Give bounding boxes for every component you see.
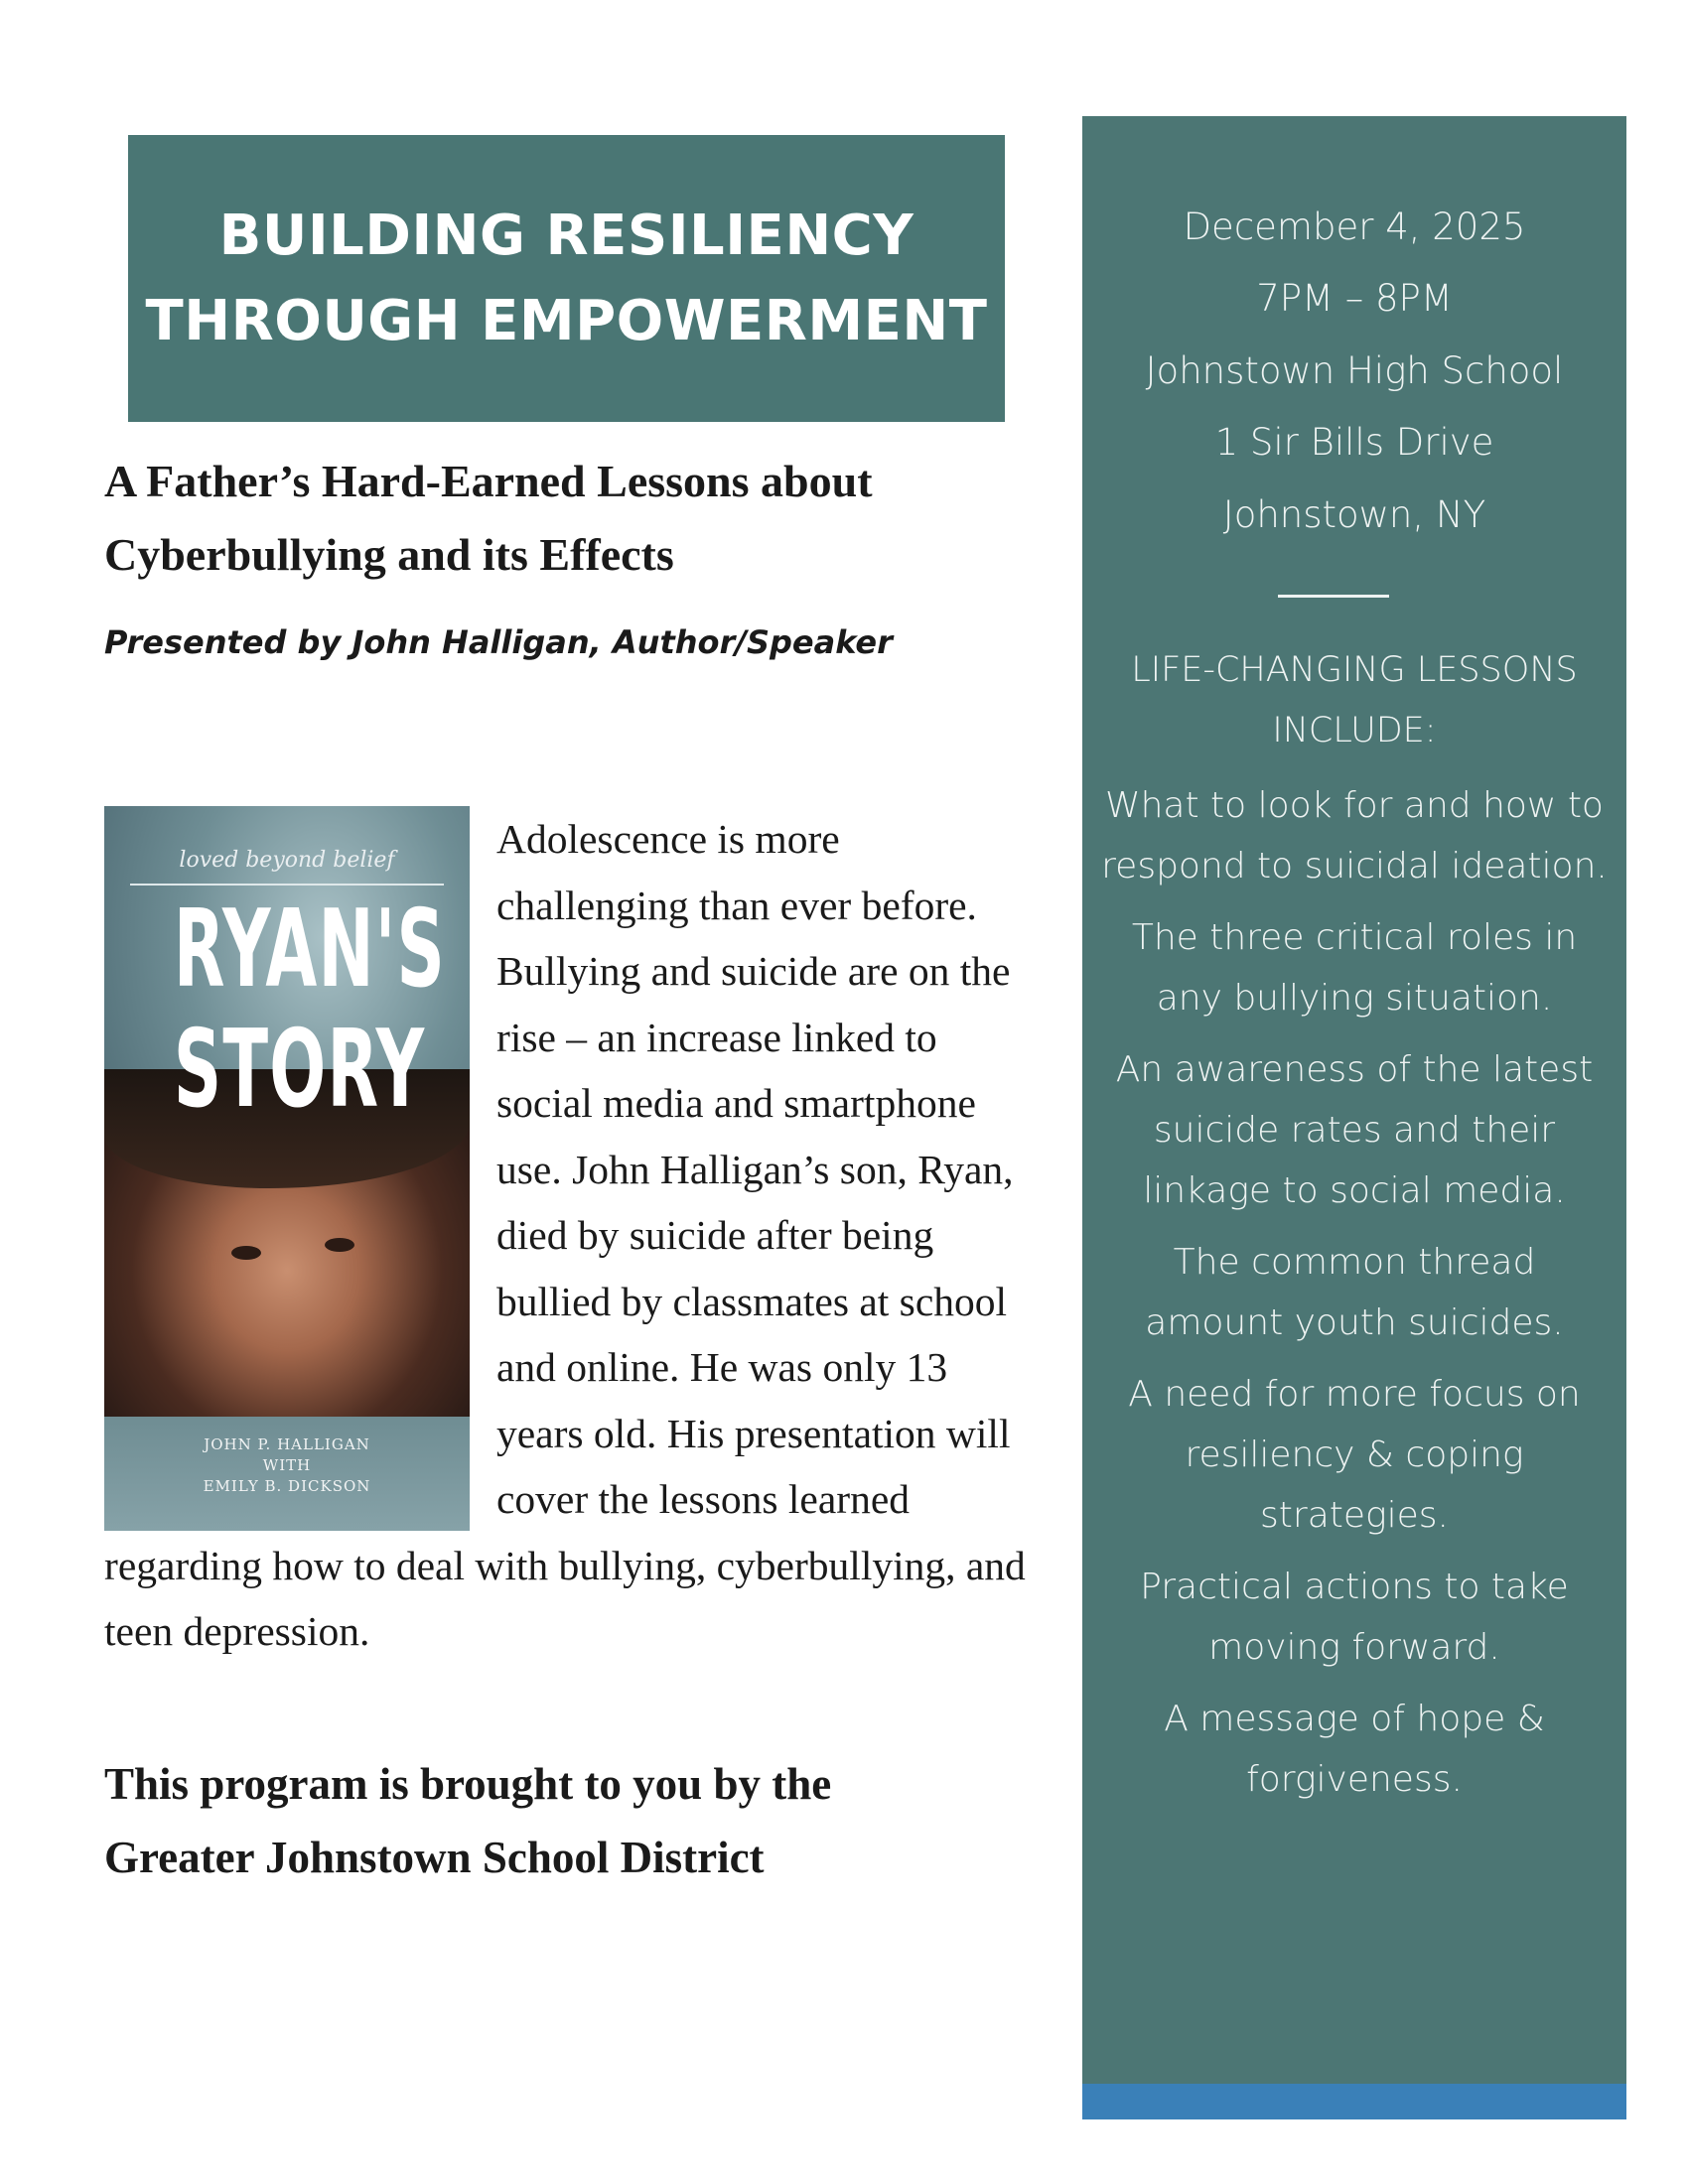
subtitle-line-2: Cyberbullying and its Effects bbox=[104, 529, 674, 580]
lesson-item: The three critical roles in any bullying situation. bbox=[1131, 917, 1578, 1019]
event-time: 7PM – 8PM bbox=[1256, 277, 1453, 320]
book-with: WITH bbox=[262, 1456, 312, 1474]
event-address: 1 Sir Bills Drive bbox=[1214, 421, 1494, 464]
event-date: December 4, 2025 bbox=[1183, 205, 1526, 248]
subtitle bbox=[104, 445, 998, 592]
body-paragraph-container bbox=[104, 806, 1038, 1665]
sponsor-line-2: Greater Johnstown School District bbox=[104, 1833, 765, 1882]
subtitle-line-1: A Father’s Hard-Earned Lessons about bbox=[104, 456, 873, 506]
book-coauthor: EMILY B. DICKSON bbox=[203, 1477, 371, 1495]
book-title-line-1: RYAN'S bbox=[173, 887, 446, 1012]
book-title-line-2: STORY bbox=[173, 1008, 426, 1132]
lesson-item: An awareness of the latest suicide rates and their linkage to social media. bbox=[1115, 1049, 1594, 1211]
lessons-header-line-1: LIFE-CHANGING LESSONS bbox=[1131, 650, 1578, 690]
lesson-item: A message of hope & forgiveness. bbox=[1164, 1699, 1545, 1800]
lesson-item: The common thread amount youth suicides. bbox=[1145, 1242, 1564, 1343]
lessons-header-line-2: INCLUDE: bbox=[1272, 711, 1437, 751]
event-city: Johnstown, NY bbox=[1222, 493, 1486, 536]
lessons-list bbox=[1100, 775, 1609, 1821]
lessons-header bbox=[1082, 640, 1626, 761]
book-tagline: loved beyond belief bbox=[179, 848, 395, 873]
lesson-item: What to look for and how to respond to suicidal ideation. bbox=[1101, 785, 1608, 887]
event-venue: Johnstown High School bbox=[1145, 349, 1564, 392]
event-sidebar bbox=[1082, 116, 1626, 2119]
title-line-1: BUILDING RESILIENCY bbox=[218, 203, 914, 268]
title-line-2: THROUGH EMPOWERMENT bbox=[145, 288, 988, 353]
sidebar-divider bbox=[1278, 595, 1389, 598]
body-paragraph: Adolescence is more challenging than ever before. Bullying and suicide are on the rise – an increase linked to social media and smartphone use. John Halligan’s son, Ryan, died by suicide after being bullied by classmates at school and online. He was only 13 years old. His presentation will cover the lessons learned regarding how to deal with bullying, cyberbullying, and teen depression. bbox=[104, 816, 1026, 1654]
lesson-item: Practical actions to take moving forward. bbox=[1140, 1567, 1569, 1668]
title-banner bbox=[128, 135, 1005, 422]
book-author: JOHN P. HALLIGAN bbox=[204, 1435, 370, 1453]
lesson-item: A need for more focus on resiliency & coping strategies. bbox=[1128, 1374, 1581, 1536]
image-wrap-spacer bbox=[104, 806, 496, 1531]
presenter-credit: Presented by John Halligan, Author/Speaker bbox=[104, 623, 893, 661]
sponsor-line-1: This program is brought to you by the bbox=[104, 1759, 832, 1809]
sidebar-accent-bar bbox=[1082, 2084, 1626, 2119]
sponsor-note bbox=[104, 1747, 1018, 1894]
